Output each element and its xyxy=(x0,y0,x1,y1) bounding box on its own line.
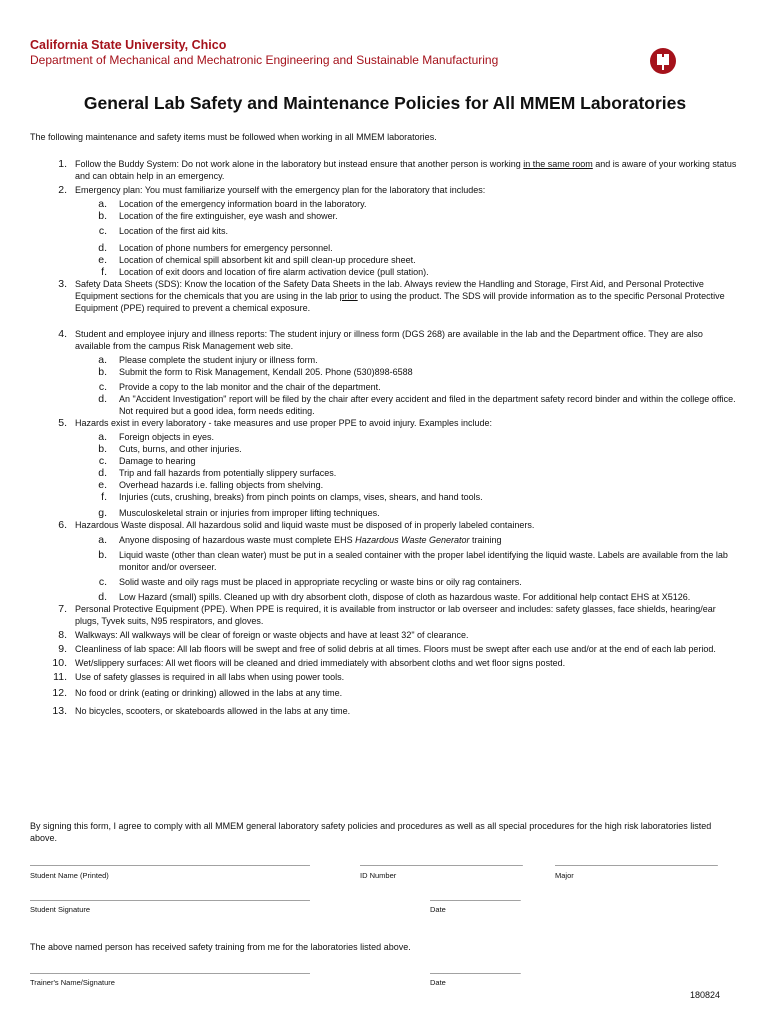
sub-text: Overhead hazards i.e. falling objects from shelving. xyxy=(119,480,324,490)
date-label: Date xyxy=(430,905,446,914)
intro-text: The following maintenance and safety items must be followed when working in all MMEM laboratories. xyxy=(30,132,437,142)
item-text-underlined: prior xyxy=(339,291,358,301)
list-item xyxy=(30,603,740,627)
item-text: Student and employee injury and illness reports: The student injury or illness form (DGS 268) are available in the lab and the Department office. They are also available from the campus Risk Management web site. xyxy=(75,329,703,351)
list-item xyxy=(30,278,740,314)
item-number: 7. xyxy=(58,603,67,615)
list-item xyxy=(30,671,740,683)
item-text: Emergency plan: You must familiarize yourself with the emergency plan for the laboratory that includes: xyxy=(75,185,486,195)
sub-letter: g. xyxy=(98,507,107,519)
sub-letter: c. xyxy=(98,455,107,467)
sub-letter: b. xyxy=(98,549,107,561)
list-item xyxy=(30,184,740,196)
sub-text: Cuts, burns, and other injuries. xyxy=(119,444,242,454)
sub-item xyxy=(30,443,740,455)
sub-item xyxy=(30,354,740,366)
trainer-date-field[interactable]: ____________________ xyxy=(430,964,521,974)
sub-letter: e. xyxy=(98,254,107,266)
item-text: and is aware of your working status and can obtain help in an emergency. xyxy=(75,159,737,181)
sub-item xyxy=(30,507,740,519)
item-text: Personal Protective Equipment (PPE). When PPE is required, it is available from instructor or lab overseer and includes: safety glasses, face shields, hearing/ear plugs, Tyvek suits, N95 respirators, and gloves. xyxy=(75,604,716,626)
sub-text: Damage to hearing xyxy=(119,456,196,466)
sub-item xyxy=(30,591,740,603)
student-name-label: Student Name (Printed) xyxy=(30,871,109,880)
list-item xyxy=(30,643,740,655)
item-text: Hazardous Waste disposal. All hazardous solid and liquid waste must be disposed of in properly labeled containers. xyxy=(75,520,535,530)
sub-letter: f. xyxy=(101,266,107,278)
sub-letter: d. xyxy=(98,467,107,479)
sub-item xyxy=(30,491,740,503)
item-number: 6. xyxy=(58,519,67,531)
sub-text: Solid waste and oily rags must be placed in appropriate recycling or waste bins or oily rag containers. xyxy=(119,577,522,587)
sub-text-italic: Hazardous Waste Generator xyxy=(355,535,470,545)
list-item xyxy=(30,158,740,182)
sub-item xyxy=(30,431,740,443)
sub-letter: b. xyxy=(98,210,107,222)
signing-statement: By signing this form, I agree to comply with all MMEM general laboratory safety policies and procedures as well as all special procedures for the high risk laboratories listed above. xyxy=(30,821,712,843)
sub-text: An "Accident Investigation" report will be filed by the chair after every accident and filed in the department safety record binder and within the college office. Not required but a good idea, form needs editing. xyxy=(119,394,736,416)
item-text: Wet/slippery surfaces: All wet floors will be cleaned and dried immediately with absorbent cloths and wet floor signs posted. xyxy=(75,658,566,668)
sub-item xyxy=(30,393,740,417)
sub-letter: d. xyxy=(98,242,107,254)
sub-text: Location of phone numbers for emergency personnel. xyxy=(119,243,333,253)
sub-item xyxy=(30,549,740,573)
item-text: Use of safety glasses is required in all labs when using power tools. xyxy=(75,672,345,682)
item-number: 3. xyxy=(58,278,67,290)
sub-text: Provide a copy to the lab monitor and the chair of the department. xyxy=(119,382,381,392)
item-text: Hazards exist in every laboratory - take measures and use proper PPE to avoid injury. Examples include: xyxy=(75,418,493,428)
form-code: 180824 xyxy=(690,990,721,1000)
university-name: California State University, Chico xyxy=(30,38,227,52)
sub-letter: a. xyxy=(98,431,107,443)
sub-letter: b. xyxy=(98,366,107,378)
sub-text: Injuries (cuts, crushing, breaks) from pinch points on clamps, vises, shears, and hand tools. xyxy=(119,492,483,502)
sub-letter: a. xyxy=(98,198,107,210)
sub-text: Location of exit doors and location of fire alarm activation device (pull station). xyxy=(119,267,429,277)
sub-text: Location of the fire extinguisher, eye wash and shower. xyxy=(119,211,338,221)
sub-text: Location of chemical spill absorbent kit and spill clean-up procedure sheet. xyxy=(119,255,416,265)
list-item xyxy=(30,657,740,669)
sub-text: Anyone disposing of hazardous waste must complete EHS xyxy=(119,535,356,545)
item-text: Cleanliness of lab space: All lab floors will be swept and free of solid debris at all times. Floors must be swept after each use and/or at the end of each lab period. xyxy=(75,644,716,654)
sub-letter: b. xyxy=(98,443,107,455)
sub-item xyxy=(30,576,740,588)
list-item xyxy=(30,705,740,717)
item-number: 2. xyxy=(58,184,67,196)
trainer-signature-field[interactable]: ______________________________________________________________ xyxy=(30,964,310,974)
sub-text: Submit the form to Risk Management, Kendall 205. Phone (530)898-6588 xyxy=(119,367,413,377)
sub-item xyxy=(30,242,740,254)
sub-letter: f. xyxy=(101,491,107,503)
list-item xyxy=(30,519,740,531)
sub-text: Low Hazard (small) spills. Cleaned up with dry absorbent cloth, dispose of cloth as hazardous waste. For additional help contact EHS at X5126. xyxy=(119,592,691,602)
item-number: 4. xyxy=(58,328,67,340)
item-number: 9. xyxy=(58,643,67,655)
sub-item xyxy=(30,366,740,378)
sub-text: Location of the emergency information board in the laboratory. xyxy=(119,199,367,209)
sub-text: Please complete the student injury or illness form. xyxy=(119,355,318,365)
university-seal-icon xyxy=(650,48,676,74)
policy-list xyxy=(30,158,740,719)
sub-item xyxy=(30,479,740,491)
sub-letter: a. xyxy=(98,354,107,366)
item-text: No food or drink (eating or drinking) allowed in the labs at any time. xyxy=(75,688,343,698)
student-signature-field[interactable]: ______________________________________________________________ xyxy=(30,891,310,901)
sub-item xyxy=(30,254,740,266)
page-title: General Lab Safety and Maintenance Policies for All MMEM Laboratories xyxy=(83,93,687,113)
item-number: 11. xyxy=(53,671,67,683)
sub-text: Foreign objects in eyes. xyxy=(119,432,215,442)
sub-letter: e. xyxy=(98,479,107,491)
sub-letter: a. xyxy=(98,534,107,546)
sub-item xyxy=(30,210,740,222)
sub-item xyxy=(30,467,740,479)
sub-item xyxy=(30,266,740,278)
list-item xyxy=(30,687,740,699)
student-signature-label: Student Signature xyxy=(30,905,91,914)
sub-letter: d. xyxy=(98,591,107,603)
item-number: 1. xyxy=(58,158,67,170)
sub-item xyxy=(30,198,740,210)
sub-text: Trip and fall hazards from potentially slippery surfaces. xyxy=(119,468,337,478)
item-number: 5. xyxy=(58,417,67,429)
sub-letter: c. xyxy=(98,381,107,393)
sub-letter: c. xyxy=(98,576,107,588)
id-number-label: ID Number xyxy=(360,871,397,880)
sub-item xyxy=(30,534,740,546)
trainer-date-label: Date xyxy=(430,978,446,987)
sub-text: training xyxy=(469,535,502,545)
item-text: Safety Data Sheets (SDS): Know the location of the Safety Data Sheets in the lab. Always review the Handling and Storage, First Aid, and Personal Protective Equipment sections for the chemicals that you are using in the lab xyxy=(75,279,704,301)
major-field[interactable]: ____________________________________ xyxy=(555,856,718,866)
trainer-signature-label: Trainer's Name/Signature xyxy=(30,978,115,987)
sub-letter: c. xyxy=(98,225,107,237)
sub-item xyxy=(30,225,740,237)
student-name-field[interactable]: ______________________________________________________________ xyxy=(30,856,310,866)
date-field[interactable]: ____________________ xyxy=(430,891,521,901)
sub-text: Location of the first aid kits. xyxy=(119,226,229,236)
item-number: 12. xyxy=(52,687,67,699)
list-item xyxy=(30,328,740,352)
department-name: Department of Mechanical and Mechatronic Engineering and Sustainable Manufacturing xyxy=(30,53,499,67)
sub-text: Musculoskeletal strain or injuries from improper lifting techniques. xyxy=(119,508,380,518)
sub-item xyxy=(30,381,740,393)
item-text-underlined: in the same room xyxy=(523,159,593,169)
sub-item xyxy=(30,455,740,467)
item-number: 8. xyxy=(58,629,67,641)
list-item xyxy=(30,629,740,641)
list-item xyxy=(30,417,740,429)
trainer-statement: The above named person has received safety training from me for the laboratories listed above. xyxy=(30,942,411,952)
item-number: 13. xyxy=(52,705,67,717)
id-number-field[interactable]: ____________________________________ xyxy=(360,856,523,866)
item-text: No bicycles, scooters, or skateboards allowed in the labs at any time. xyxy=(75,706,351,716)
item-text: Follow the Buddy System: Do not work alone in the laboratory but instead ensure that another person is working xyxy=(75,159,524,169)
item-number: 10. xyxy=(52,657,67,669)
sub-letter: d. xyxy=(98,393,107,405)
item-text: Walkways: All walkways will be clear of foreign or waste objects and have at least 32" of clearance. xyxy=(75,630,469,640)
major-label: Major xyxy=(555,871,574,880)
item-text: to using the product. The SDS will provide information as to the specific Personal Protective Equipment (PPE) required to prevent a chemical exposure. xyxy=(75,291,725,313)
sub-text: Liquid waste (other than clean water) must be put in a sealed container with the proper label identifying the liquid waste. Labels are available from the lab monitor and/or overseer. xyxy=(119,550,728,572)
